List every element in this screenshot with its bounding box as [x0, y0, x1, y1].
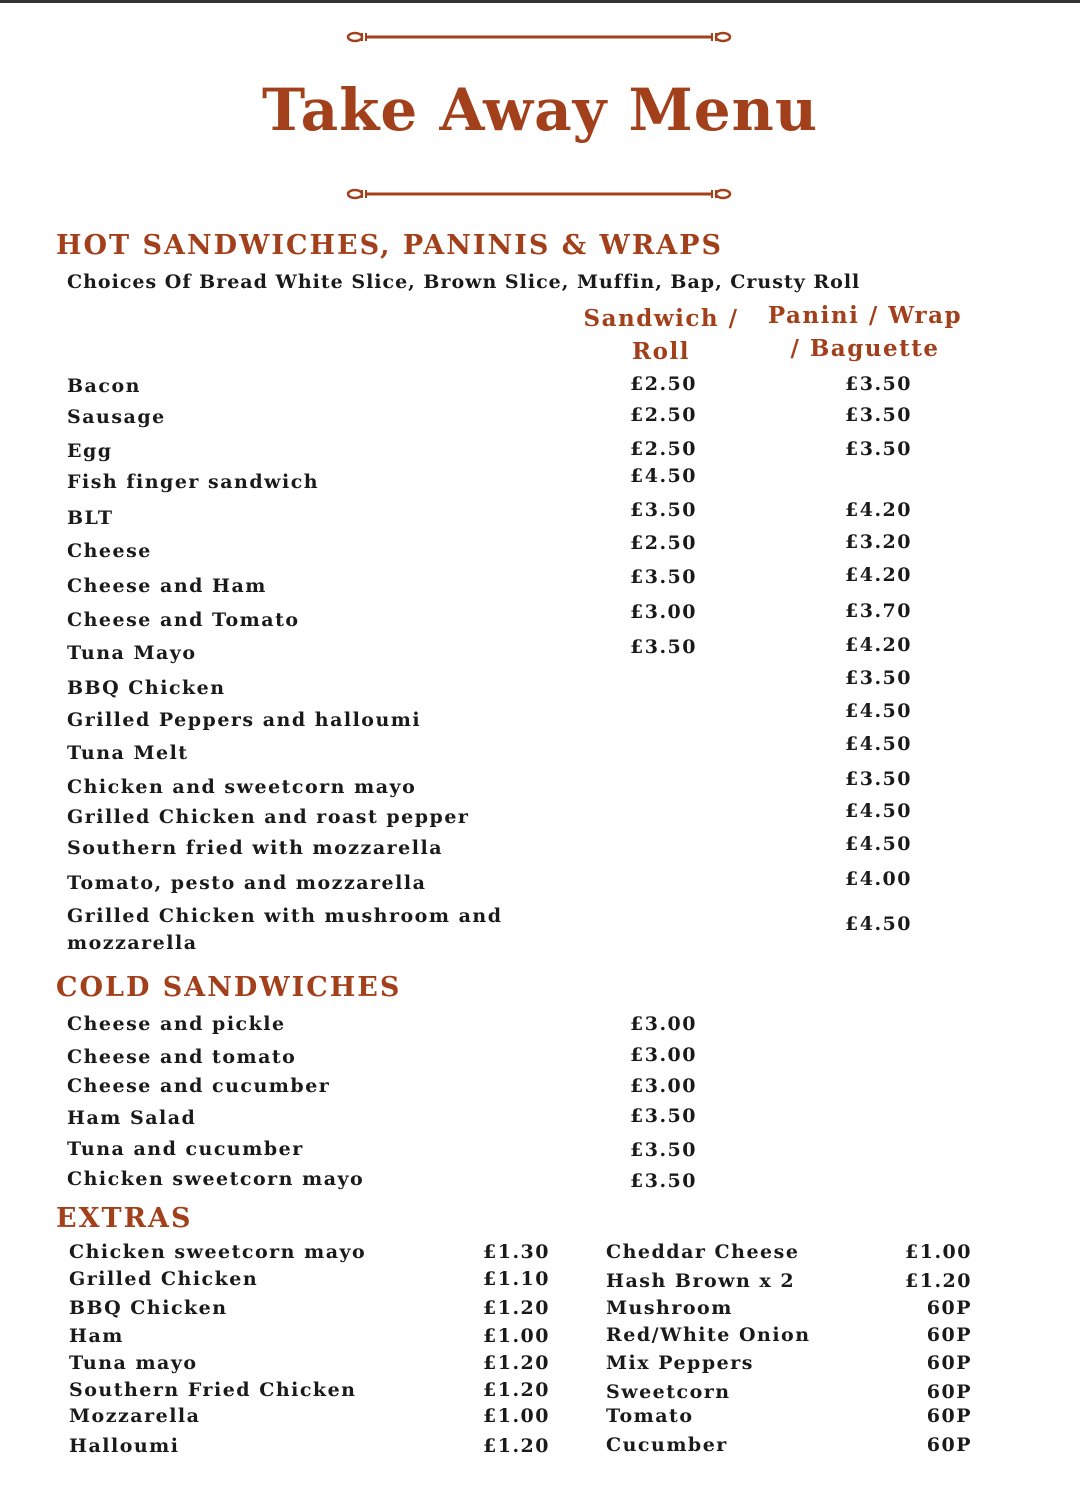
hot-item-price-panini: £4.20	[845, 564, 912, 586]
extra-right-price: £1.20	[905, 1270, 972, 1292]
extra-right-name: Mix Peppers	[606, 1352, 754, 1374]
hot-item-price-sandwich: £3.50	[630, 636, 697, 658]
hot-item-name: Bacon	[67, 375, 141, 397]
hot-item-price-sandwich: £2.50	[630, 438, 697, 460]
hot-item-price-panini: £4.20	[845, 634, 912, 656]
hot-item-name: Tuna Mayo	[67, 642, 197, 664]
extra-left-price: £1.10	[483, 1268, 550, 1290]
hot-item-price-panini: £3.20	[845, 531, 912, 553]
extra-right-name: Hash Brown x 2	[606, 1270, 796, 1292]
column-header-panini-line1: Panini / Wrap	[767, 302, 963, 329]
hot-item-name: Chicken and sweetcorn mayo	[67, 776, 417, 798]
column-header-sandwich-line2: Roll	[632, 338, 690, 365]
extra-left-name: Southern Fried Chicken	[69, 1379, 357, 1401]
cold-item-name: Chicken sweetcorn mayo	[67, 1168, 365, 1190]
hot-item-name: Sausage	[67, 406, 166, 428]
extra-left-price: £1.20	[483, 1297, 550, 1319]
extra-left-name: Tuna mayo	[69, 1352, 198, 1374]
hot-item-price-panini: £4.50	[845, 833, 912, 855]
hot-item-price-sandwich: £3.50	[630, 566, 697, 588]
extras-section-heading: EXTRAS	[56, 1203, 193, 1234]
hot-item-name: Cheese	[67, 540, 152, 562]
hot-item-name: Cheese and Ham	[67, 575, 267, 597]
hot-item-price-panini: £3.50	[845, 768, 912, 790]
cold-item-price: £3.00	[630, 1075, 697, 1097]
extra-right-name: Cucumber	[606, 1434, 728, 1456]
extra-right-price: 60P	[926, 1324, 972, 1346]
hot-item-price-sandwich: £3.00	[630, 601, 697, 623]
extra-left-price: £1.30	[483, 1241, 550, 1263]
hot-item-price-panini: £4.50	[845, 733, 912, 755]
hot-item-price-panini: £3.50	[845, 667, 912, 689]
hot-item-price-panini: £4.50	[845, 800, 912, 822]
cold-item-price: £3.50	[630, 1139, 697, 1161]
hot-item-price-panini: £4.50	[845, 700, 912, 722]
hot-item-name: Southern fried with mozzarella	[67, 837, 444, 859]
extra-right-price: 60P	[926, 1352, 972, 1374]
hot-item-name: BLT	[67, 507, 114, 529]
column-header-panini	[760, 299, 970, 365]
extra-left-name: Grilled Chicken	[69, 1268, 259, 1290]
cold-item-price: £3.50	[630, 1170, 697, 1192]
hot-item-price-panini: £3.50	[845, 404, 912, 426]
extra-right-name: Tomato	[606, 1405, 694, 1427]
cold-item-price: £3.50	[630, 1105, 697, 1127]
extra-right-name: Red/White Onion	[606, 1324, 811, 1346]
column-header-sandwich-line1: Sandwich /	[583, 305, 739, 332]
hot-item-name: Grilled Chicken with mushroom and mozzarella	[67, 905, 503, 954]
extra-right-name: Cheddar Cheese	[606, 1241, 800, 1263]
column-header-panini-line2: / Baguette	[790, 335, 940, 362]
hot-item-price-sandwich: £2.50	[630, 404, 697, 426]
ornament-divider-top	[345, 30, 733, 44]
extra-right-price: 60P	[926, 1297, 972, 1319]
extra-right-price: 60P	[926, 1434, 972, 1456]
cold-item-name: Cheese and pickle	[67, 1013, 286, 1035]
hot-item-price-panini: £3.50	[845, 373, 912, 395]
extra-left-price: £1.00	[483, 1405, 550, 1427]
extra-right-price: 60P	[926, 1405, 972, 1427]
extra-left-name: Ham	[69, 1325, 124, 1347]
extra-left-price: £1.20	[483, 1435, 550, 1457]
hot-item-name: BBQ Chicken	[67, 677, 226, 699]
extra-left-price: £1.20	[483, 1379, 550, 1401]
hot-item-price-sandwich: £3.50	[630, 499, 697, 521]
extra-left-name: Mozzarella	[69, 1405, 201, 1427]
extra-left-name: Halloumi	[69, 1435, 180, 1457]
hot-item-price-panini: £4.00	[845, 868, 912, 890]
hot-item-name: Tomato, pesto and mozzarella	[67, 872, 427, 894]
cold-item-name: Ham Salad	[67, 1107, 197, 1129]
hot-item-price-panini: £4.20	[845, 499, 912, 521]
cold-item-price: £3.00	[630, 1044, 697, 1066]
ornament-divider-bottom	[345, 187, 733, 201]
cold-item-name: Tuna and cucumber	[67, 1138, 304, 1160]
bread-choices: Choices Of Bread White Slice, Brown Slice, Muffin, Bap, Crusty Roll	[67, 271, 861, 293]
hot-item-name: Egg	[67, 440, 113, 462]
cold-item-price: £3.00	[630, 1013, 697, 1035]
hot-item-name: Fish finger sandwich	[67, 471, 320, 493]
extra-left-price: £1.00	[483, 1325, 550, 1347]
hot-item-price-sandwich: £2.50	[630, 373, 697, 395]
extra-left-price: £1.20	[483, 1352, 550, 1374]
extra-left-name: Chicken sweetcorn mayo	[69, 1241, 367, 1263]
extra-right-name: Sweetcorn	[606, 1381, 731, 1403]
hot-item-price-sandwich: £2.50	[630, 532, 697, 554]
hot-item-price-sandwich: £4.50	[630, 465, 697, 487]
hot-section-heading: HOT SANDWICHES, PANINIS & WRAPS	[56, 230, 724, 261]
hot-item-price-panini: £3.70	[845, 600, 912, 622]
top-border	[0, 0, 1080, 3]
hot-item-name: Grilled Peppers and halloumi	[67, 709, 422, 731]
hot-item-price-panini: £3.50	[845, 438, 912, 460]
extra-left-name: BBQ Chicken	[69, 1297, 228, 1319]
cold-item-name: Cheese and cucumber	[67, 1075, 331, 1097]
cold-section-heading: COLD SANDWICHES	[56, 972, 402, 1003]
cold-item-name: Cheese and tomato	[67, 1046, 297, 1068]
hot-item-price-panini: £4.50	[845, 913, 912, 935]
column-header-sandwich	[570, 302, 752, 368]
hot-item-name: Tuna Melt	[67, 742, 189, 764]
extra-right-price: £1.00	[905, 1241, 972, 1263]
hot-item-name: Cheese and Tomato	[67, 609, 300, 631]
menu-title: Take Away Menu	[262, 76, 818, 144]
hot-item-name: Grilled Chicken and roast pepper	[67, 806, 470, 828]
extra-right-name: Mushroom	[606, 1297, 733, 1319]
extra-right-price: 60P	[926, 1381, 972, 1403]
